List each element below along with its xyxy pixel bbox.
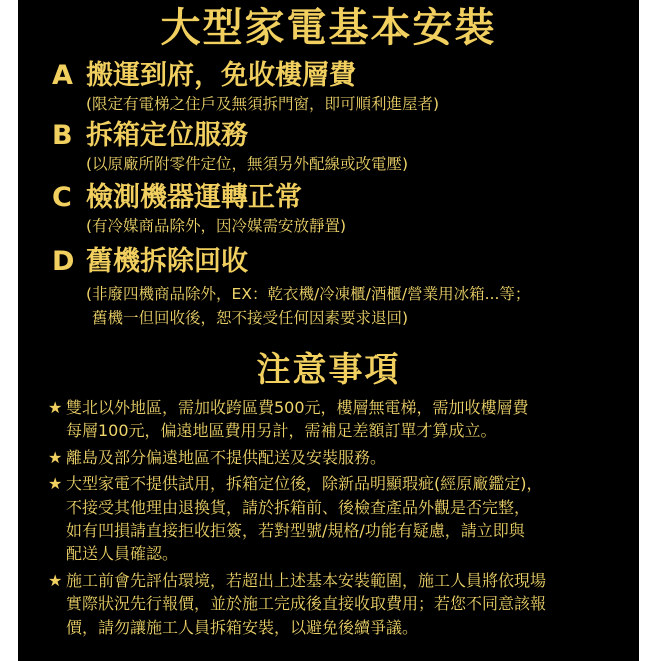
note-item (48, 396, 638, 443)
service-item-d (52, 246, 632, 330)
service-heading-text: 搬運到府，免收樓層費 (86, 60, 356, 91)
star-icon: ★ (48, 447, 63, 467)
note-item (48, 569, 638, 639)
notes-list (48, 396, 638, 639)
note-text: 每層100元，偏遠地區費用另計，需補足差額訂單才算成立。 (66, 421, 497, 441)
note-item (48, 446, 638, 469)
note-text: 施工前會先評估環境，若超出上述基本安裝範圍，施工人員將依現場 (66, 570, 547, 590)
service-detail: (有冷媒商品除外，因冷媒需安放靜置) (86, 217, 347, 235)
info-panel (18, 0, 639, 661)
note-text: 配送人員確認。 (66, 544, 179, 564)
service-heading-text: 拆箱定位服務 (86, 120, 248, 151)
service-item-a (52, 60, 632, 116)
service-item-b (52, 120, 632, 176)
star-icon: ★ (48, 570, 63, 590)
service-heading (52, 60, 632, 92)
note-text: 離島及部分偏遠地區不提供配送及安裝服務。 (66, 447, 387, 467)
service-heading (52, 120, 632, 152)
service-heading-text: 檢測機器運轉正常 (86, 182, 302, 213)
note-text: 實際狀況先行報價，並於施工完成後直接收取費用；若您不同意該報 (66, 594, 547, 614)
service-letter: A (52, 60, 73, 91)
service-heading-text: 舊機拆除回收 (86, 246, 248, 277)
service-letter: C (52, 182, 72, 213)
page-title: 大型家電基本安裝 (160, 5, 497, 51)
service-detail: 舊機一但回收後，恕不接受任何因素要求退回) (92, 309, 409, 327)
note-item (48, 472, 638, 566)
note-text: 雙北以外地區，需加收跨區費500元，樓層無電梯，需加收樓層費 (66, 398, 529, 417)
service-heading (52, 246, 632, 278)
note-text: 價，請勿讓施工人員拆箱安裝，以避免後續爭議。 (66, 617, 419, 637)
notes-title: 注意事項 (256, 350, 401, 390)
service-detail: (非廢四機商品除外，EX：乾衣機/冷凍櫃/酒櫃/營業用冰箱...等； (86, 285, 531, 303)
service-letter: B (52, 120, 73, 151)
note-text: 不接受其他理由退換貨，請於拆箱前、後檢查產品外觀是否完整， (66, 497, 531, 517)
note-text: 大型家電不提供試用，拆箱定位後，除新品明顯瑕疵(經原廠鑑定)， (66, 474, 543, 494)
service-heading (52, 182, 632, 214)
service-detail: (限定有電梯之住戶及無須拆門窗，即可順利進屋者) (86, 95, 440, 113)
star-icon: ★ (48, 474, 63, 494)
service-detail: (以原廠所附零件定位，無須另外配線或改電壓) (86, 155, 409, 173)
note-text: 如有凹損請直接拒收拒簽，若對型號/規格/功能有疑慮，請立即與 (66, 521, 525, 541)
star-icon: ★ (48, 398, 63, 417)
service-item-c (52, 182, 632, 238)
service-letter: D (52, 246, 75, 277)
